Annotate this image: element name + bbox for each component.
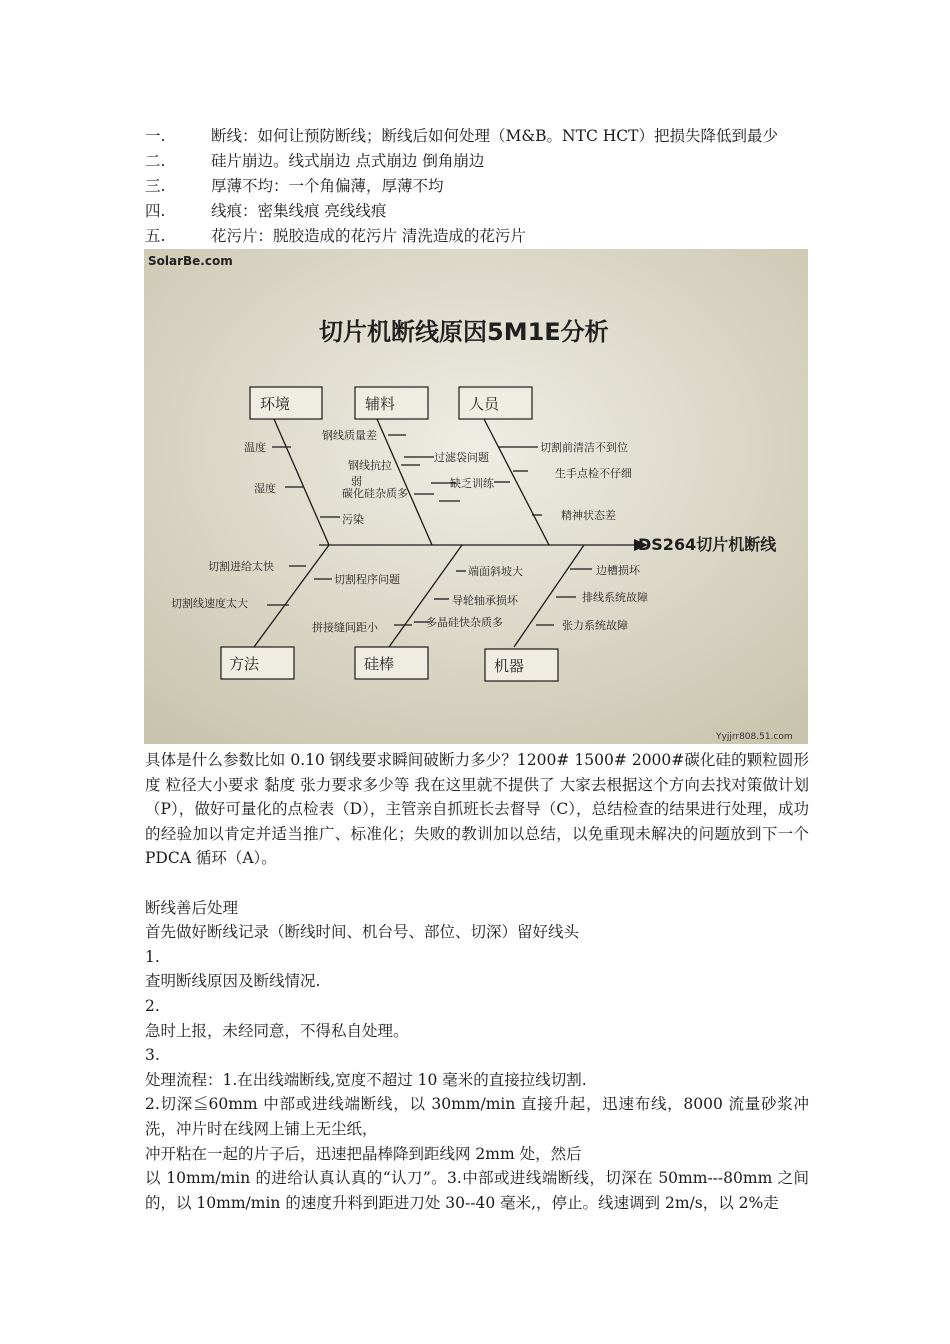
paragraph: 首先做好断线记录（断线时间、机台号、部位、切深）留好线头 xyxy=(145,923,580,942)
paragraph: 处理流程：1.在出线端断线,宽度不超过 10 毫米的直接拉线切割. xyxy=(145,1070,587,1089)
cause-label: 钢线抗拉 xyxy=(348,459,392,472)
cause-label: 边槽损坏 xyxy=(596,564,640,577)
list-text: 硅片崩边。线式崩边 点式崩边 倒角崩边 xyxy=(211,152,485,170)
cause-label: 切割线速度太大 xyxy=(171,597,248,610)
cause-label: 拼接缝间距小 xyxy=(312,621,378,634)
category-label: 方法 xyxy=(229,655,260,673)
list-item xyxy=(145,199,825,224)
category-label: 硅棒 xyxy=(364,655,395,673)
cause-label: 张力系统故障 xyxy=(562,619,628,632)
cause-label: 钢线质量差 xyxy=(322,429,377,442)
category-label: 人员 xyxy=(469,395,500,413)
cause-label: 污染 xyxy=(342,513,364,526)
paragraph: 冲开粘在一起的片子后，迅速把晶棒降到距线网 2mm 处，然后 xyxy=(145,1144,582,1163)
cause-label: 缺乏训练 xyxy=(450,477,494,490)
category-label: 辅料 xyxy=(365,395,396,413)
cause-label: 碳化硅杂质多 xyxy=(342,487,408,500)
fishbone-figure xyxy=(144,249,808,744)
section-heading: 断线善后处理 xyxy=(145,898,239,917)
cause-label: 排线系统故障 xyxy=(582,591,648,604)
list-text: 厚薄不均：一个角偏薄，厚薄不均 xyxy=(211,177,444,195)
diagram-title: 切片机断线原因5M1E分析 xyxy=(319,318,609,346)
cause-label: 生手点检不仔细 xyxy=(555,467,632,480)
cause-label: 温度 xyxy=(244,441,266,454)
paragraph: 以 10mm/min 的进给认真认真的“认刀”。3.中部或进线端断线，切深在 50mm---80mm 之间的，以 10mm/min 的速度升料到距进刀处 30--40 毫米,，停止。线速调到 2m/s，以 2%走 xyxy=(145,1169,809,1212)
numbered-list xyxy=(145,124,825,249)
list-number: 五. xyxy=(145,227,166,245)
cause-label: 湿度 xyxy=(254,482,276,495)
cause-label: 导轮轴承损坏 xyxy=(452,594,518,607)
list-number: 四. xyxy=(145,202,166,220)
paragraph: 具体是什么参数比如 0.10 钢线要求瞬间破断力多少？1200# 1500# 2000#碳化硅的颗粒圆形度 粒径大小要求 黏度 张力要求多少等 我在这里就不提供了 大家去根据这个方向去找对策做计划（P），做好可量化的点检表（D），主管亲自抓班长去督导（C），总结检查的结果进行处理，成功的经验加以肯定并适当推广、标准化；失败的教训加以总结，以免重现未解决的问题放到下一个 PDCA 循环（A）。 xyxy=(145,751,809,868)
cause-label: 多晶硅快杂质多 xyxy=(426,616,503,629)
list-item xyxy=(145,149,825,174)
list-text: 花污片：脱胶造成的花污片 清洗造成的花污片 xyxy=(211,227,526,245)
cause-label: 切割进给太快 xyxy=(208,560,274,573)
list-number: 三. xyxy=(145,177,166,195)
cause-label: 切割前清洁不到位 xyxy=(540,441,628,454)
body-text xyxy=(145,748,809,1215)
cause-label: 弱 xyxy=(351,475,362,488)
step-number: 3. xyxy=(145,1046,160,1065)
paragraph: 2.切深≦60mm 中部或进线端断线，以 30mm/min 直接升起，迅速布线，8000 流量砂浆冲洗，冲片时在线网上铺上无尘纸， xyxy=(145,1095,809,1138)
list-number: 二. xyxy=(145,152,166,170)
list-item xyxy=(145,124,825,149)
watermark-bottom: Yyjjrr808.51.com xyxy=(716,732,793,742)
effect-label: DS264切片机断线 xyxy=(638,535,777,554)
list-item xyxy=(145,224,825,249)
cause-label: 过滤袋问题 xyxy=(434,451,489,464)
list-number: 一. xyxy=(145,127,166,145)
watermark-top: SolarBe.com xyxy=(148,254,233,268)
category-label: 环境 xyxy=(260,395,291,413)
cause-label: 端面斜坡大 xyxy=(468,565,523,578)
paragraph-gap xyxy=(145,871,809,896)
list-item xyxy=(145,174,825,199)
step-number: 1. xyxy=(145,947,160,966)
list-text: 断线：如何让预防断线；断线后如何处理（M&B。NTC HCT）把损失降低到最少 xyxy=(211,127,778,145)
list-text: 线痕：密集线痕 亮线线痕 xyxy=(211,202,387,220)
step-number: 2. xyxy=(145,996,160,1015)
category-label: 机器 xyxy=(494,657,525,675)
fishbone-diagram xyxy=(144,249,808,744)
cause-label: 切割程序问题 xyxy=(334,573,400,586)
paragraph: 急时上报，未经同意，不得私自处理。 xyxy=(145,1021,409,1040)
cause-label: 精神状态差 xyxy=(561,509,616,522)
paragraph: 查明断线原因及断线情况. xyxy=(145,972,321,991)
